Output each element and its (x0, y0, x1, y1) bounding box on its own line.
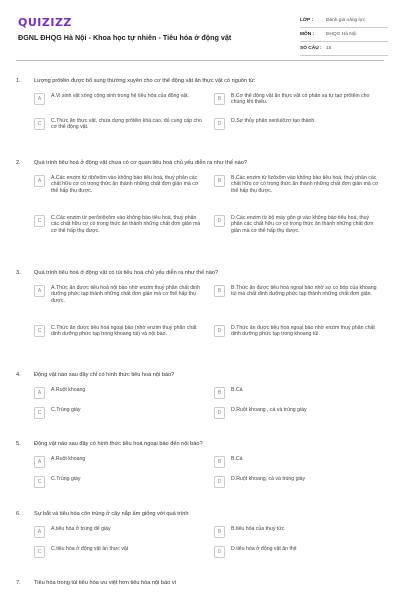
option-b[interactable] (214, 387, 382, 399)
question-text: Động vật nào sau đây chỉ có hình thức tiêu hoá nội bào? (34, 372, 175, 378)
question-text: Quá trình tiêu hoá ở động vật có túi tiêu hoá chủ yếu diễn ra như thế nào? (34, 270, 219, 276)
option-d[interactable] (214, 407, 382, 419)
option-letter: A (34, 285, 45, 297)
option-letter: A (34, 93, 45, 105)
meta-value: ĐHQG Hà Nội (326, 32, 357, 37)
question-3 (16, 270, 384, 365)
option-letter: B (214, 93, 225, 105)
option-letter: C (34, 118, 45, 130)
option-letter: D (214, 215, 225, 227)
option-text: A.Vi sinh vật sống cộng sinh trong hệ tiêu hóa của động vật. (51, 93, 190, 99)
option-letter: D (214, 546, 225, 558)
option-text: A.Ruột khoang (51, 387, 86, 393)
option-letter: C (34, 476, 45, 488)
meta-label: LỚP : (300, 18, 314, 23)
meta-label: MÔN : (300, 32, 315, 37)
question-number: 7. (16, 580, 21, 586)
option-text: B.Các enzim từ lizôxôm vào không bào tiêu hoá, thuỷ phân các chất hữu cơ có trong thức ăn thành những chất đơn giản mà cơ thể hấp thụ được. (231, 175, 379, 194)
option-d[interactable] (214, 325, 382, 338)
option-letter: D (214, 476, 225, 488)
option-a[interactable] (34, 526, 202, 538)
option-text: C.tiêu hóa ở động vật ăn thực vật (51, 546, 129, 552)
option-letter: A (34, 175, 45, 187)
option-text: B.Cá (231, 387, 243, 393)
question-number: 6. (16, 511, 21, 517)
meta-value: 15 (326, 46, 332, 51)
option-text: A.tiêu hóa ở trùng đế giày (51, 526, 111, 532)
option-text: C.Các enzim từ perôxiôxôm vào không bào tiêu hoá, thuỷ phân các chất hữu cơ có trong thức ăn thành những chất đơn giản mà cơ thể hấp thụ được. (51, 215, 201, 234)
meta-row-count (300, 42, 388, 56)
option-c[interactable] (34, 407, 202, 419)
option-a[interactable] (34, 93, 202, 105)
option-text: D.tiêu hóa ở động vật ăn thịt (231, 546, 297, 552)
option-letter: C (34, 407, 45, 419)
option-a[interactable] (34, 175, 202, 194)
option-b[interactable] (214, 526, 382, 538)
option-text: B.tiêu hóa của thuỷ tức (231, 526, 285, 532)
option-text: C.Trùng giày (51, 476, 81, 482)
option-b[interactable] (214, 285, 382, 298)
option-letter: A (34, 387, 45, 399)
option-d[interactable] (214, 476, 382, 488)
question-6 (16, 511, 384, 566)
question-text: Tiêu hóa trong túi tiêu hóa ưu việt hơn tiêu hóa nội bào vì (34, 580, 177, 586)
question-5 (16, 441, 384, 496)
question-text: Động vật nào sau đây có hình thức tiêu hoá ngoại bào đến nội bào? (34, 441, 203, 447)
question-7 (16, 580, 384, 586)
option-text: D.Ruột khoang , cá và trùng giày (231, 407, 307, 413)
option-a[interactable] (34, 456, 202, 468)
option-text: C.Thức ăn được tiêu hoá ngoại bào (nhờ enzim thuỷ phân chất dinh dưỡng phức tạp trong khoang túi) và nội bào. (51, 325, 197, 338)
option-d[interactable] (214, 118, 382, 130)
option-d[interactable] (214, 215, 382, 234)
header-divider (16, 60, 384, 61)
question-2 (16, 160, 384, 255)
question-number: 5. (16, 441, 21, 447)
option-letter: D (214, 407, 225, 419)
option-letter: C (34, 215, 45, 227)
question-4 (16, 372, 384, 427)
option-letter: C (34, 325, 45, 337)
option-text: D.Thức ăn được tiêu hoá ngoại bào nhờ enzim thuỷ phân chất dinh dưỡng phức tạp trong khoang túi. (231, 325, 375, 338)
option-text: D.Các enzim từ bộ máy gôn gi vào không bào tiêu hoá, thuỷ phân các chất hữu cơ có trong thức ăn thành những chất đơn giản mà cơ thể hấp thụ được. (231, 215, 374, 234)
option-b[interactable] (214, 93, 382, 106)
option-text: B.Cơ thể động vật ăn thực vật có phản xạ tự tạo prôtêin cho chúng khi thiếu. (231, 93, 370, 106)
option-letter: D (214, 325, 225, 337)
question-number: 1. (16, 78, 21, 84)
question-number: 2. (16, 160, 21, 166)
option-text: C.Thức ăn thực vật, chứa dựng prôtêin khá cao, đủ cung cấp cho cơ thể động vật. (51, 118, 202, 131)
question-text: Quá trình tiêu hoá ở động vật chưa có cơ quan tiêu hoá chủ yếu diễn ra như thế nào? (34, 160, 247, 166)
meta-row-class (300, 14, 388, 28)
option-letter: B (214, 526, 225, 538)
option-text: D.Ruột khoang, cá và trùng giày (231, 476, 306, 482)
question-1 (16, 78, 384, 143)
question-number: 3. (16, 270, 21, 276)
option-letter: B (214, 387, 225, 399)
question-text: Lượng prôtêin được bổ sung thường xuyên cho cơ thể động vật ăn thực vật có nguồn từ: (34, 78, 256, 84)
option-letter: C (34, 546, 45, 558)
option-letter: A (34, 456, 45, 468)
option-text: B.Cá (231, 456, 243, 462)
option-c[interactable] (34, 325, 202, 338)
metadata-table (300, 14, 388, 56)
option-b[interactable] (214, 456, 382, 468)
meta-label: SỐ CÂU : (300, 46, 322, 51)
option-text: A.Ruột khoang (51, 456, 86, 462)
option-text: B.Thức ăn được tiêu hoá ngoại bào nhờ sự co bóp của khoang túi mà chất dinh dưỡng phức tạp thành những chất đơn giản. (231, 285, 377, 298)
option-c[interactable] (34, 546, 202, 558)
option-letter: B (214, 456, 225, 468)
quizizz-logo: QUIZIZZ (18, 16, 72, 29)
option-letter: D (214, 118, 225, 130)
option-letter: B (214, 285, 225, 297)
option-d[interactable] (214, 546, 382, 558)
option-text: C.Trùng giày (51, 407, 81, 413)
meta-value: Đánh giá năng lực (326, 18, 366, 23)
question-text: Sự bắt và tiêu hóa côn trùng ở cây nắp ấm giống với quá trình (34, 511, 189, 517)
option-text: D.Sự thủy phân xenlulôzơ tạo thành. (231, 118, 316, 124)
option-a[interactable] (34, 285, 202, 304)
question-number: 4. (16, 372, 21, 378)
option-b[interactable] (214, 175, 382, 194)
option-c[interactable] (34, 476, 202, 488)
option-letter: B (214, 175, 225, 187)
option-text: A.Các enzim từ ribôxôm vào không bào tiêu hoá, thuỷ phân các chất hữu cơ có trong thức ăn thành những chất đơn giản mà cơ thể hấp thụ được. (51, 175, 199, 194)
option-text: A.Thức ăn được tiêu hoá nội bào nhờ enzim thuỷ phân chất dinh dưỡng phức tạp thành những chất đơn giản mà cơ thể hấp thụ được. (51, 285, 201, 304)
option-a[interactable] (34, 387, 202, 399)
option-c[interactable] (34, 118, 202, 131)
meta-row-subject (300, 28, 388, 42)
option-c[interactable] (34, 215, 202, 234)
document-title: ĐGNL ĐHQG Hà Nội - Khoa học tự nhiên - Tiêu hóa ở động vật (18, 33, 232, 42)
option-letter: A (34, 526, 45, 538)
